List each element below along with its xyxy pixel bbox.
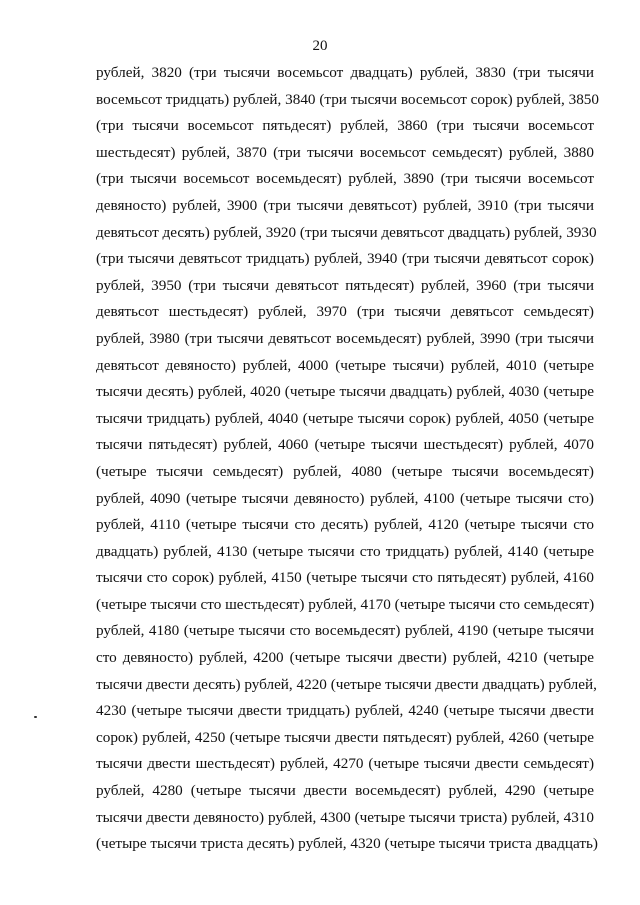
body-line: девятьсот шестьдесят) рублей, 3970 (три тысячи девятьсот семьдесят) — [96, 303, 594, 321]
body-line: 4230 (четыре тысячи двести тридцать) рублей, 4240 (четыре тысячи двести — [96, 702, 594, 720]
body-line: тысячи двести шестьдесят) рублей, 4270 (четыре тысячи двести семьдесят) — [96, 755, 594, 773]
body-line: шестьдесят) рублей, 3870 (три тысячи восемьсот семьдесят) рублей, 3880 — [96, 143, 594, 161]
body-line: рублей, 4180 (четыре тысячи сто восемьдесят) рублей, 4190 (четыре тысячи — [96, 622, 594, 640]
page-number: 20 — [312, 38, 328, 54]
margin-mark — [34, 716, 37, 718]
body-line: рублей, 4110 (четыре тысячи сто десять) рублей, 4120 (четыре тысячи сто — [96, 516, 594, 534]
body-line: рублей, 3950 (три тысячи девятьсот пятьдесят) рублей, 3960 (три тысячи — [96, 276, 594, 294]
body-line: рублей, 4090 (четыре тысячи девяносто) рублей, 4100 (четыре тысячи сто) — [96, 489, 594, 507]
body-line: сто девяносто) рублей, 4200 (четыре тысячи двести) рублей, 4210 (четыре — [96, 649, 594, 667]
body-line: сорок) рублей, 4250 (четыре тысячи двести пятьдесят) рублей, 4260 (четыре — [96, 728, 594, 746]
body-line: тысячи двести девяносто) рублей, 4300 (четыре тысячи триста) рублей, 4310 — [96, 808, 594, 826]
body-line: тысячи тридцать) рублей, 4040 (четыре тысячи сорок) рублей, 4050 (четыре — [96, 409, 594, 427]
body-line: рублей, 3980 (три тысячи девятьсот восемьдесят) рублей, 3990 (три тысячи — [96, 329, 594, 347]
body-line: (четыре тысячи семьдесят) рублей, 4080 (четыре тысячи восемьдесят) — [96, 462, 594, 480]
body-line: рублей, 3820 (три тысячи восемьсот двадцать) рублей, 3830 (три тысячи — [96, 64, 594, 81]
body-line: девятьсот десять) рублей, 3920 (три тысячи девятьсот двадцать) рублей, 3930 — [96, 223, 597, 241]
body-line: девяносто) рублей, 3900 (три тысячи девятьсот) рублей, 3910 (три тысячи — [96, 196, 594, 214]
body-line: тысячи пятьдесят) рублей, 4060 (четыре тысячи шестьдесят) рублей, 4070 — [96, 436, 594, 454]
body-text — [96, 60, 599, 858]
body-line: (четыре тысячи триста десять) рублей, 4320 (четыре тысячи триста двадцать) — [96, 835, 598, 853]
body-line: (три тысячи восемьсот восемьдесят) рублей, 3890 (три тысячи восемьсот — [96, 170, 594, 188]
body-line: (четыре тысячи сто шестьдесят) рублей, 4170 (четыре тысячи сто семьдесят) — [96, 595, 595, 613]
body-line: восемьсот тридцать) рублей, 3840 (три тысячи восемьсот сорок) рублей, 3850 — [96, 90, 599, 108]
body-line: девятьсот девяносто) рублей, 4000 (четыре тысячи) рублей, 4010 (четыре — [96, 356, 594, 374]
body-line: тысячи сто сорок) рублей, 4150 (четыре тысячи сто пятьдесят) рублей, 4160 — [96, 569, 594, 587]
body-line: (три тысячи девятьсот тридцать) рублей, 3940 (три тысячи девятьсот сорок) — [96, 250, 594, 268]
body-line: рублей, 4280 (четыре тысячи двести восемьдесят) рублей, 4290 (четыре — [96, 782, 594, 800]
body-line: тысячи десять) рублей, 4020 (четыре тысячи двадцать) рублей, 4030 (четыре — [96, 383, 594, 401]
body-line: тысячи двести десять) рублей, 4220 (четыре тысячи двести двадцать) рублей, — [96, 675, 597, 693]
body-line: двадцать) рублей, 4130 (четыре тысячи сто тридцать) рублей, 4140 (четыре — [96, 542, 594, 560]
body-line: (три тысячи восемьсот пятьдесят) рублей, 3860 (три тысячи восемьсот — [96, 117, 594, 135]
